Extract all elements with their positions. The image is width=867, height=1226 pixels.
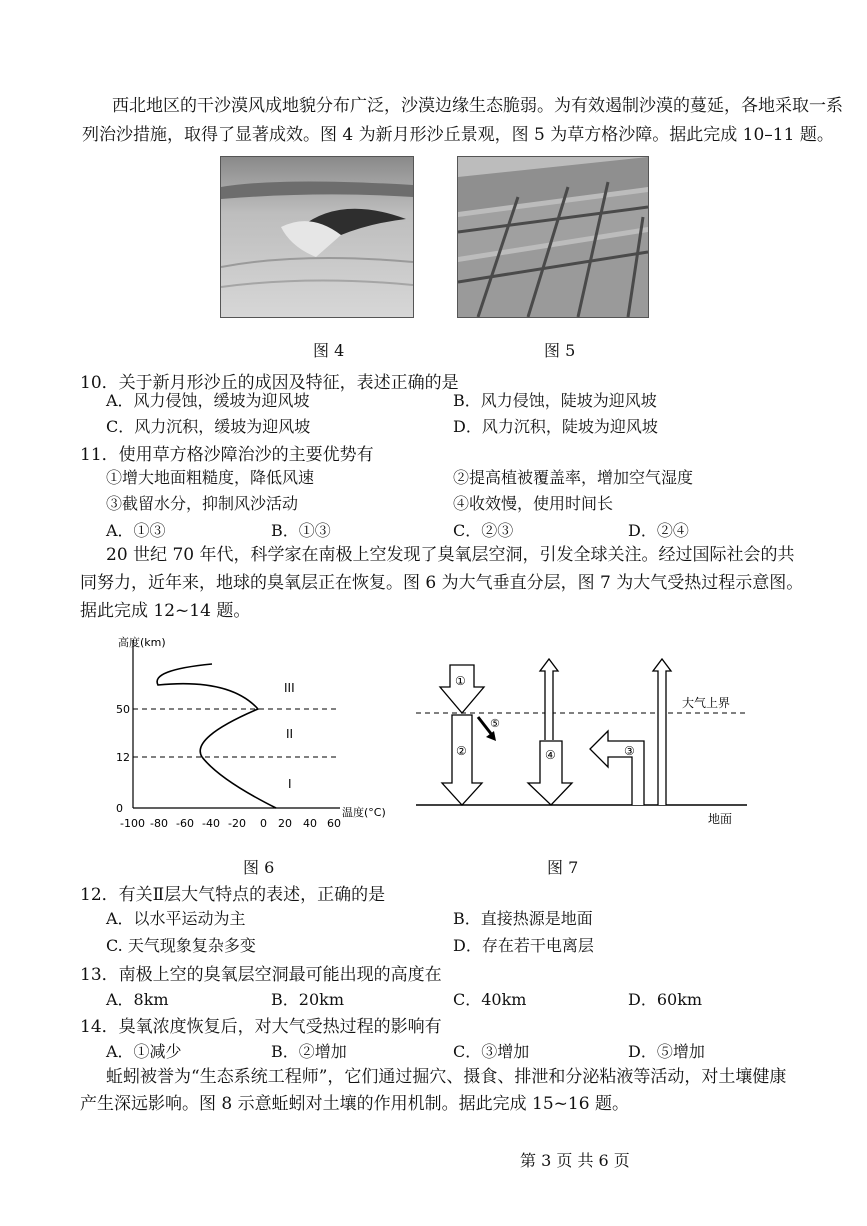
fig6-xtick: -20 — [228, 817, 246, 830]
intro1-line1: 西北地区的干沙漠风成地貌分布广泛，沙漠边缘生态脆弱。为有效遏制沙漠的蔓延，各地采取一系 — [112, 96, 843, 116]
q12-option-a: A．以水平运动为主 — [106, 909, 246, 928]
fig7-arrow-4-up — [540, 659, 558, 740]
fig7-top-label: 大气上界 — [682, 696, 731, 710]
fig6-xtick: 20 — [278, 817, 292, 830]
q14-option-b: B．②增加 — [271, 1042, 347, 1061]
intro1-line2: 列治沙措施，取得了显著成效。图 4 为新月形沙丘景观，图 5 为草方格沙障。据此完成 10–11 题。 — [82, 125, 834, 145]
fig6-ytick-0: 0 — [116, 802, 123, 815]
q12-stem: 12．有关Ⅱ层大气特点的表述，正确的是 — [80, 885, 386, 905]
q11-statement-1: ①增大地面粗糙度，降低风速 — [106, 468, 315, 487]
q10-option-b: B．风力侵蚀，陡坡为迎风坡 — [453, 391, 657, 410]
q11-option-b: B．①③ — [271, 521, 331, 540]
fig7-label-4: ④ — [545, 748, 556, 762]
q11-option-a: A．①③ — [106, 521, 166, 540]
fig6-layer-iii: III — [284, 681, 295, 695]
intro2-line3: 据此完成 12~14 题。 — [80, 601, 251, 621]
q10-option-d: D．风力沉积，陡坡为迎风坡 — [453, 417, 658, 436]
fig6-ylabel: 高度(km) — [118, 636, 166, 649]
fig4-caption: 图 4 — [313, 341, 345, 360]
fig6-temperature-curve — [157, 664, 276, 808]
intro2-line2: 同努力，近年来，地球的臭氧层正在恢复。图 6 为大气垂直分层，图 7 为大气受热过程示意图。 — [80, 573, 804, 593]
q14-option-c: C．③增加 — [453, 1042, 530, 1061]
fig7-ground-label: 地面 — [708, 812, 733, 826]
fig6-atmosphere-layers-chart — [110, 630, 400, 840]
q11-statement-4: ④收效慢，使用时间长 — [453, 494, 614, 513]
q13-option-c: C．40km — [453, 990, 527, 1009]
fig5-straw-checkerboard-photo — [457, 156, 649, 318]
fig6-layer-i: I — [288, 777, 292, 791]
q11-statement-2: ②提高植被覆盖率，增加空气湿度 — [453, 468, 694, 487]
fig6-caption: 图 6 — [243, 858, 275, 877]
q12-option-d: D．存在若干电离层 — [453, 936, 594, 955]
fig7-arrow-1 — [440, 665, 484, 713]
fig6-xlabel: 温度(°C) — [342, 806, 386, 819]
fig6-xtick: -40 — [202, 817, 220, 830]
fig7-label-5: ⑤ — [490, 717, 500, 730]
intro3-line2: 产生深远影响。图 8 示意蚯蚓对土壤的作用机制。据此完成 15~16 题。 — [80, 1094, 629, 1114]
fig6-ytick-50: 50 — [116, 703, 130, 716]
q11-stem: 11．使用草方格沙障治沙的主要优势有 — [80, 445, 374, 465]
fig7-heating-process-diagram — [412, 655, 792, 830]
fig4-crescent-dune-photo — [220, 156, 414, 318]
q11-option-c: C．②③ — [453, 521, 514, 540]
q11-statement-3: ③截留水分，抑制风沙活动 — [106, 494, 299, 513]
fig7-label-1: ① — [455, 674, 466, 688]
fig6-xtick: -80 — [150, 817, 168, 830]
fig5-caption: 图 5 — [544, 341, 576, 360]
fig7-arrow-outgoing — [653, 659, 671, 805]
q12-option-b: B．直接热源是地面 — [453, 909, 593, 928]
fig6-ytick-12: 12 — [116, 751, 130, 764]
fig7-arrow-3 — [590, 731, 644, 805]
fig6-xtick: -60 — [176, 817, 194, 830]
intro3-line1: 蚯蚓被誉为“生态系统工程师”，它们通过掘穴、摄食、排泄和分泌粘液等活动，对土壤健康 — [106, 1067, 787, 1087]
q11-option-d: D．②④ — [628, 521, 689, 540]
q10-option-c: C．风力沉积，缓坡为迎风坡 — [106, 417, 311, 436]
fig7-label-2: ② — [456, 744, 467, 758]
fig7-caption: 图 7 — [547, 858, 579, 877]
intro2-line1: 20 世纪 70 年代，科学家在南极上空发现了臭氧层空洞，引发全球关注。经过国际社会的共 — [106, 545, 795, 565]
fig6-xtick: 40 — [303, 817, 317, 830]
q14-option-d: D．⑤增加 — [628, 1042, 705, 1061]
q13-option-b: B．20km — [271, 990, 344, 1009]
q13-option-a: A．8km — [106, 990, 169, 1009]
fig6-xtick: 0 — [260, 817, 267, 830]
q13-stem: 13．南极上空的臭氧层空洞最可能出现的高度在 — [80, 965, 442, 985]
fig7-label-3: ③ — [624, 744, 635, 758]
fig6-layer-ii: II — [286, 727, 294, 741]
q13-option-d: D．60km — [628, 990, 703, 1009]
fig6-xtick: 60 — [327, 817, 341, 830]
q14-option-a: A．①减少 — [106, 1042, 182, 1061]
fig7-arrow-2 — [442, 715, 482, 805]
page-footer: 第 3 页 共 6 页 — [520, 1151, 630, 1170]
q14-stem: 14．臭氧浓度恢复后，对大气受热过程的影响有 — [80, 1017, 442, 1037]
q10-option-a: A．风力侵蚀，缓坡为迎风坡 — [106, 391, 310, 410]
q12-option-c: C. 天气现象复杂多变 — [106, 936, 256, 955]
fig6-xtick: -100 — [120, 817, 145, 830]
q10-stem: 10．关于新月形沙丘的成因及特征，表述正确的是 — [80, 373, 459, 393]
